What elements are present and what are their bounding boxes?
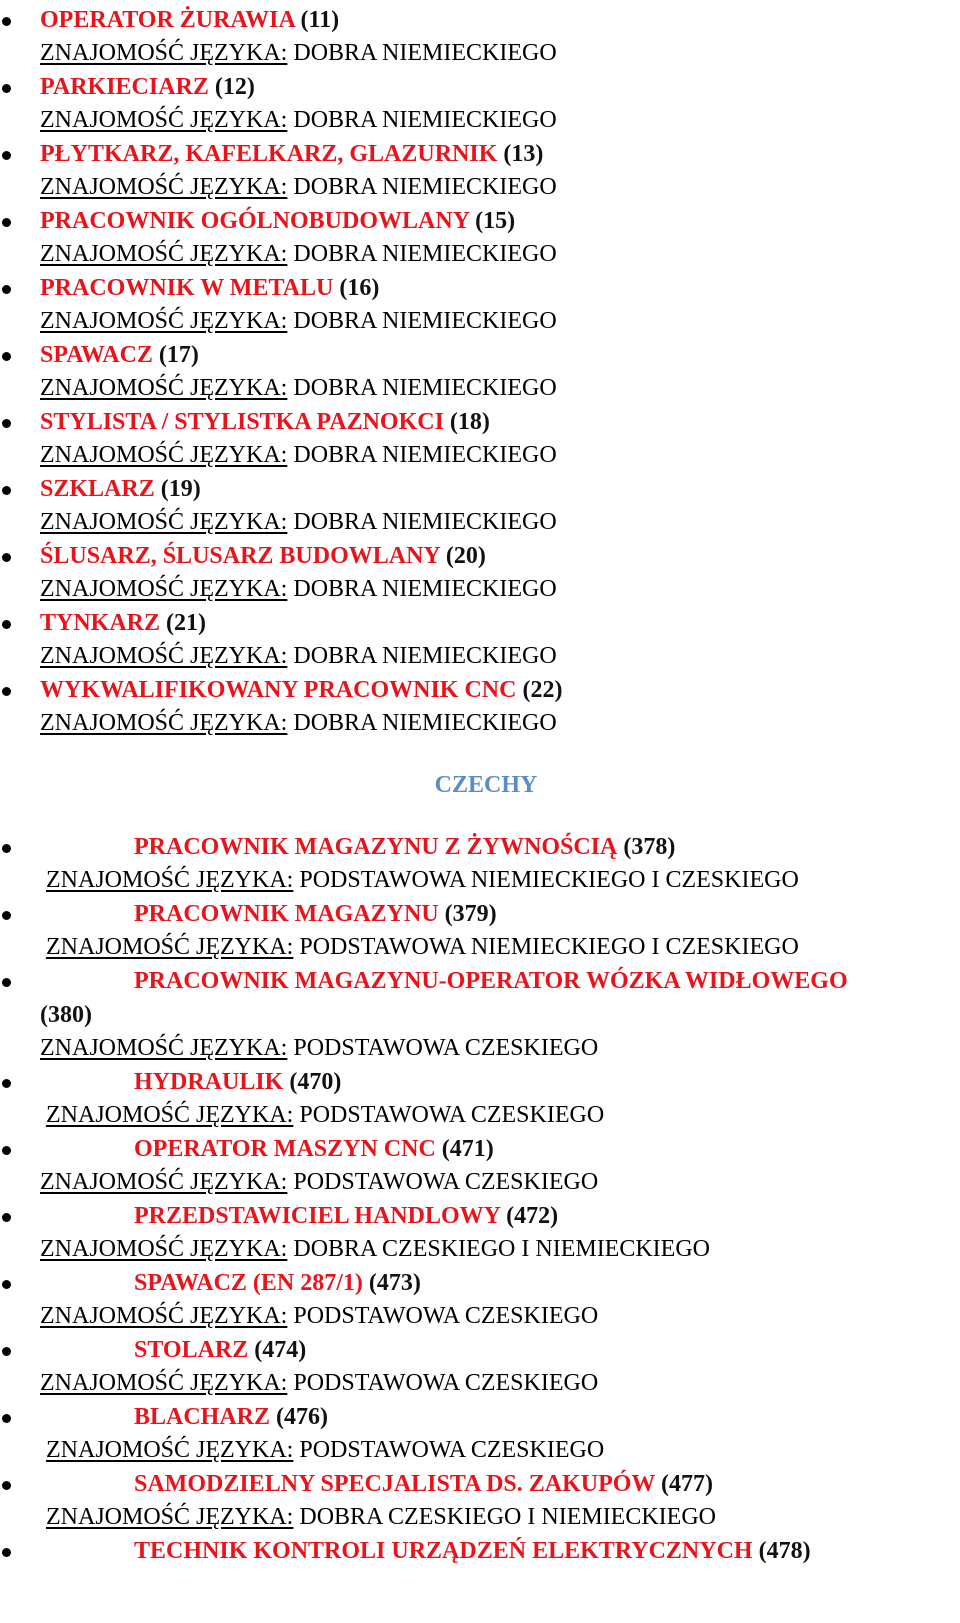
bullet-icon (2, 553, 11, 562)
list-item (0, 472, 960, 539)
language-level: DOBRA NIEMIECKIEGO (293, 710, 557, 736)
job-title: OPERATOR MASZYN CNC (134, 1136, 436, 1162)
language-level: PODSTAWOWA NIEMIECKIEGO I CZESKIEGO (299, 867, 799, 893)
job-title: TYNKARZ (40, 610, 161, 636)
job-number: (477) (661, 1471, 713, 1497)
job-number: (472) (506, 1203, 559, 1229)
job-title-line (40, 897, 960, 931)
language-level: DOBRA NIEMIECKIEGO (293, 643, 557, 669)
job-title-line (40, 1199, 960, 1233)
language-label: ZNAJOMOŚĆ JĘZYKA: (40, 1303, 288, 1329)
job-title: OPERATOR ŻURAWIA (40, 7, 295, 33)
bullet-icon (2, 1481, 11, 1490)
job-title-line (40, 539, 960, 573)
czech-job-list (0, 830, 960, 1568)
language-label: ZNAJOMOŚĆ JĘZYKA: (40, 1236, 288, 1262)
list-item (0, 1199, 960, 1266)
job-title-line (40, 1534, 960, 1568)
bullet-icon (2, 1079, 11, 1088)
bullet-icon (2, 1146, 11, 1155)
bullet-icon (2, 218, 11, 227)
language-requirement (40, 305, 960, 338)
language-level: DOBRA NIEMIECKIEGO (293, 40, 557, 66)
language-level: DOBRA NIEMIECKIEGO (293, 241, 557, 267)
job-title-line (40, 1132, 960, 1166)
job-title: PRACOWNIK MAGAZYNU Z ŻYWNOŚCIĄ (134, 834, 618, 860)
language-level: DOBRA NIEMIECKIEGO (293, 308, 557, 334)
job-title: SZKLARZ (40, 476, 155, 502)
bullet-icon (2, 352, 11, 361)
language-level: DOBRA CZESKIEGO I NIEMIECKIEGO (299, 1504, 716, 1530)
language-requirement (40, 707, 960, 740)
bullet-icon (2, 1548, 11, 1557)
language-requirement (40, 372, 960, 405)
bullet-icon (2, 620, 11, 629)
job-number: (20) (445, 543, 486, 569)
job-number: (474) (254, 1337, 307, 1363)
job-title: SPAWACZ (EN 287/1) (134, 1270, 363, 1296)
language-requirement (40, 573, 960, 606)
job-title: HYDRAULIK (134, 1069, 284, 1095)
job-title-line (40, 70, 960, 104)
language-label: ZNAJOMOŚĆ JĘZYKA: (40, 174, 288, 200)
job-number: (11) (300, 7, 340, 33)
language-requirement (40, 1032, 960, 1065)
language-label: ZNAJOMOŚĆ JĘZYKA: (40, 241, 288, 267)
bullet-icon (2, 486, 11, 495)
bullet-icon (2, 978, 11, 987)
bullet-icon (2, 911, 11, 920)
job-title: PŁYTKARZ, KAFELKARZ, GLAZURNIK (40, 141, 498, 167)
bullet-icon (2, 17, 11, 26)
list-item (0, 271, 960, 338)
bullet-icon (2, 419, 11, 428)
job-title-line (40, 204, 960, 238)
germany-job-list (0, 3, 960, 740)
language-level: DOBRA CZESKIEGO I NIEMIECKIEGO (293, 1236, 710, 1262)
language-label: ZNAJOMOŚĆ JĘZYKA: (40, 107, 288, 133)
list-item (0, 204, 960, 271)
language-level: DOBRA NIEMIECKIEGO (293, 375, 557, 401)
language-requirement (40, 506, 960, 539)
language-requirement (40, 171, 960, 204)
job-number: (378) (623, 834, 676, 860)
language-requirement (40, 1300, 960, 1333)
language-level: PODSTAWOWA CZESKIEGO (293, 1035, 599, 1061)
job-title-line (40, 472, 960, 506)
language-label: ZNAJOMOŚĆ JĘZYKA: (46, 867, 294, 893)
job-title: STOLARZ (134, 1337, 249, 1363)
job-title-line (40, 606, 960, 640)
language-requirement (40, 640, 960, 673)
language-level: DOBRA NIEMIECKIEGO (293, 576, 557, 602)
job-title-line (40, 271, 960, 305)
language-label: ZNAJOMOŚĆ JĘZYKA: (40, 375, 288, 401)
language-level: PODSTAWOWA CZESKIEGO (299, 1102, 605, 1128)
list-item (0, 606, 960, 673)
language-label: ZNAJOMOŚĆ JĘZYKA: (40, 1370, 288, 1396)
job-title-line (40, 1467, 960, 1501)
bullet-icon (2, 84, 11, 93)
language-requirement (40, 1099, 960, 1132)
list-item (0, 539, 960, 606)
language-requirement (40, 37, 960, 70)
job-title-line (40, 1400, 960, 1434)
language-requirement (40, 1367, 960, 1400)
list-item (0, 1467, 960, 1534)
job-number: (21) (166, 610, 206, 636)
bullet-icon (2, 1347, 11, 1356)
job-number: (19) (160, 476, 201, 502)
job-title-line (40, 3, 960, 37)
bullet-icon (2, 687, 11, 696)
language-requirement (40, 864, 960, 897)
language-level: DOBRA NIEMIECKIEGO (293, 107, 557, 133)
job-number: (476) (276, 1404, 329, 1430)
language-requirement (40, 439, 960, 472)
job-title-line (40, 405, 960, 439)
language-requirement (40, 931, 960, 964)
job-title: PRACOWNIK MAGAZYNU (134, 901, 439, 927)
language-label: ZNAJOMOŚĆ JĘZYKA: (40, 40, 288, 66)
language-level: DOBRA NIEMIECKIEGO (293, 442, 557, 468)
job-number: (13) (503, 141, 544, 167)
list-item (0, 1333, 960, 1400)
job-title: SPAWACZ (40, 342, 153, 368)
language-label: ZNAJOMOŚĆ JĘZYKA: (40, 710, 288, 736)
list-item (0, 1132, 960, 1199)
job-title-line (40, 964, 960, 998)
list-item (0, 1266, 960, 1333)
job-title: PRACOWNIK OGÓLNOBUDOWLANY (40, 208, 470, 234)
language-level: PODSTAWOWA CZESKIEGO (299, 1437, 605, 1463)
job-title: WYKWALIFIKOWANY PRACOWNIK CNC (40, 677, 517, 703)
list-item (0, 964, 960, 1065)
job-title-line (40, 137, 960, 171)
bullet-icon (2, 1280, 11, 1289)
list-item (0, 70, 960, 137)
job-title-line (40, 1333, 960, 1367)
job-title: STYLISTA / STYLISTKA PAZNOKCI (40, 409, 444, 435)
language-level: PODSTAWOWA CZESKIEGO (293, 1370, 599, 1396)
list-item (0, 405, 960, 472)
job-title: ŚLUSARZ, ŚLUSARZ BUDOWLANY (40, 543, 440, 569)
job-number: (380) (40, 1002, 92, 1028)
language-label: ZNAJOMOŚĆ JĘZYKA: (40, 1035, 288, 1061)
language-level: PODSTAWOWA CZESKIEGO (293, 1169, 599, 1195)
job-title-line (40, 1065, 960, 1099)
language-label: ZNAJOMOŚĆ JĘZYKA: (46, 934, 294, 960)
job-number: (478) (758, 1538, 811, 1564)
language-level: PODSTAWOWA NIEMIECKIEGO I CZESKIEGO (299, 934, 799, 960)
job-number: (12) (214, 74, 255, 100)
list-item (0, 673, 960, 740)
language-label: ZNAJOMOŚĆ JĘZYKA: (46, 1102, 294, 1128)
language-requirement (40, 1233, 960, 1266)
job-title-line (40, 338, 960, 372)
language-label: ZNAJOMOŚĆ JĘZYKA: (46, 1437, 294, 1463)
bullet-icon (2, 1213, 11, 1222)
language-level: DOBRA NIEMIECKIEGO (293, 509, 557, 535)
job-number: (17) (158, 342, 199, 368)
language-label: ZNAJOMOŚĆ JĘZYKA: (46, 1504, 294, 1530)
language-label: ZNAJOMOŚĆ JĘZYKA: (40, 1169, 288, 1195)
language-label: ZNAJOMOŚĆ JĘZYKA: (40, 308, 288, 334)
language-label: ZNAJOMOŚĆ JĘZYKA: (40, 643, 288, 669)
job-title: PRACOWNIK W METALU (40, 275, 334, 301)
bullet-icon (2, 285, 11, 294)
language-requirement (40, 104, 960, 137)
job-number: (379) (444, 901, 497, 927)
job-number: (16) (339, 275, 380, 301)
job-number: (473) (368, 1270, 421, 1296)
job-number: (18) (449, 409, 490, 435)
language-requirement (40, 1434, 960, 1467)
language-requirement (40, 1166, 960, 1199)
list-item (0, 897, 960, 964)
job-number: (470) (289, 1069, 342, 1095)
job-title-line (40, 1266, 960, 1300)
job-number: (22) (522, 677, 563, 703)
language-label: ZNAJOMOŚĆ JĘZYKA: (40, 442, 288, 468)
job-title: SAMODZIELNY SPECJALISTA DS. ZAKUPÓW (134, 1471, 655, 1497)
section-heading: CZECHY (434, 772, 538, 798)
language-requirement (40, 1501, 960, 1534)
job-title: PRACOWNIK MAGAZYNU-OPERATOR WÓZKA WIDŁOWEGO (134, 968, 848, 994)
list-item (0, 338, 960, 405)
language-requirement (40, 238, 960, 271)
list-item (0, 1400, 960, 1467)
language-level: DOBRA NIEMIECKIEGO (293, 174, 557, 200)
language-label: ZNAJOMOŚĆ JĘZYKA: (40, 576, 288, 602)
list-item (0, 1534, 960, 1568)
job-title: PARKIECIARZ (40, 74, 209, 100)
list-item (0, 137, 960, 204)
job-title-line (40, 830, 960, 864)
job-title: TECHNIK KONTROLI URZĄDZEŃ ELEKTRYCZNYCH (134, 1538, 753, 1564)
job-number: (471) (441, 1136, 494, 1162)
language-label: ZNAJOMOŚĆ JĘZYKA: (40, 509, 288, 535)
bullet-icon (2, 151, 11, 160)
job-title-line (40, 673, 960, 707)
job-title: PRZEDSTAWICIEL HANDLOWY (134, 1203, 501, 1229)
job-number: (15) (475, 208, 516, 234)
job-title: BLACHARZ (134, 1404, 271, 1430)
language-level: PODSTAWOWA CZESKIEGO (293, 1303, 599, 1329)
bullet-icon (2, 1414, 11, 1423)
bullet-icon (2, 844, 11, 853)
list-item (0, 3, 960, 70)
list-item (0, 1065, 960, 1132)
list-item (0, 830, 960, 897)
